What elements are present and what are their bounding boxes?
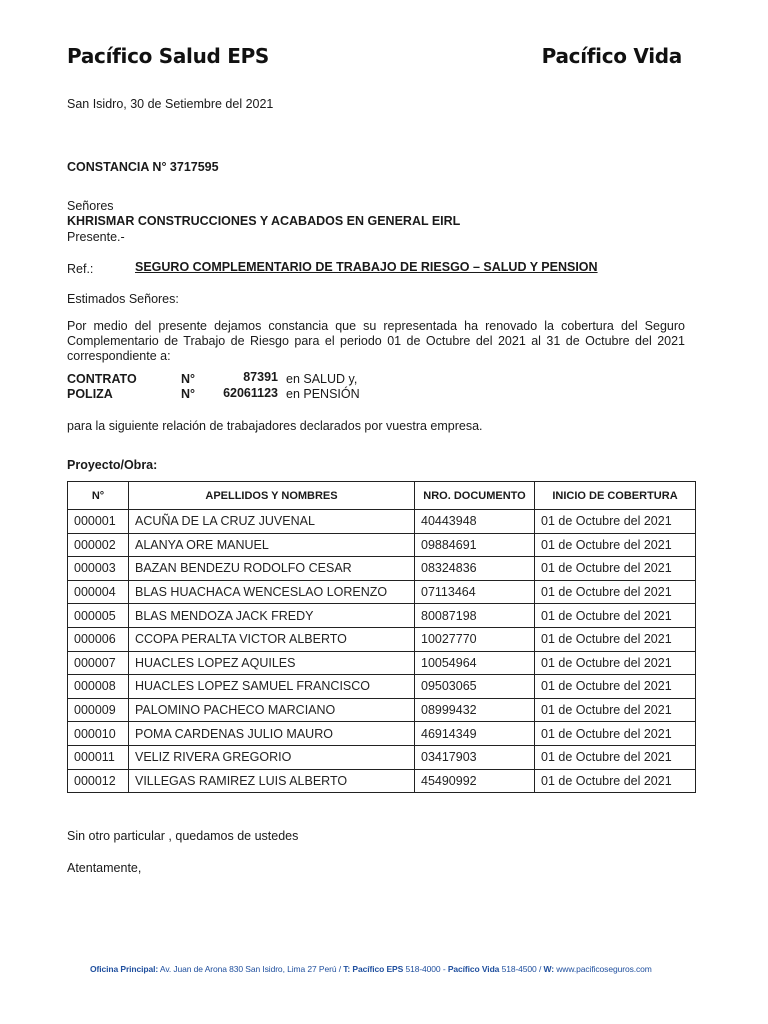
body-line-3: correspondiente a: <box>67 349 171 363</box>
row-coverage: 01 de Octubre del 2021 <box>535 769 696 793</box>
row-number: 000002 <box>68 533 129 557</box>
row-name: HUACLES LOPEZ SAMUEL FRANCISCO <box>129 675 415 699</box>
contract-suffix: en SALUD y, <box>286 372 358 386</box>
row-name: BLAS MENDOZA JACK FREDY <box>129 604 415 628</box>
greeting: Estimados Señores: <box>67 292 179 306</box>
row-document: 10027770 <box>415 627 535 651</box>
row-name: CCOPA PERALTA VICTOR ALBERTO <box>129 627 415 651</box>
row-document: 09503065 <box>415 675 535 699</box>
row-name: HUACLES LOPEZ AQUILES <box>129 651 415 675</box>
row-coverage: 01 de Octubre del 2021 <box>535 510 696 534</box>
row-name: VELIZ RIVERA GREGORIO <box>129 745 415 769</box>
footer-separator: / <box>538 964 542 974</box>
row-number: 000001 <box>68 510 129 534</box>
table-row <box>68 675 696 699</box>
table-row <box>68 557 696 581</box>
footer-office-label: Oficina Principal: <box>90 964 159 974</box>
footer-tel-eps: 518-4000 <box>405 964 441 974</box>
header-number: N° <box>68 482 129 510</box>
constancia-number: CONSTANCIA N° 3717595 <box>67 160 219 174</box>
ref-label: Ref.: <box>67 262 94 276</box>
brand-right-logo: Pacífico Vida <box>541 44 682 68</box>
row-number: 000006 <box>68 627 129 651</box>
date-line: San Isidro, 30 de Setiembre del 2021 <box>67 97 274 111</box>
row-name: BAZAN BENDEZU RODOLFO CESAR <box>129 557 415 581</box>
row-name: BLAS HUACHACA WENCESLAO LORENZO <box>129 580 415 604</box>
row-name: VILLEGAS RAMIREZ LUIS ALBERTO <box>129 769 415 793</box>
salutation-label: Señores <box>67 199 114 213</box>
row-document: 46914349 <box>415 722 535 746</box>
header-coverage-start: INICIO DE COBERTURA <box>535 482 696 510</box>
footer-tel-label: T: Pacífico EPS <box>343 964 404 974</box>
footer-web-label: W: <box>543 964 554 974</box>
row-document: 07113464 <box>415 580 535 604</box>
table-row <box>68 604 696 628</box>
row-name: PALOMINO PACHECO MARCIANO <box>129 698 415 722</box>
row-number: 000005 <box>68 604 129 628</box>
header-names: APELLIDOS Y NOMBRES <box>129 482 415 510</box>
table-row <box>68 533 696 557</box>
row-coverage: 01 de Octubre del 2021 <box>535 533 696 557</box>
row-coverage: 01 de Octubre del 2021 <box>535 722 696 746</box>
footer-vida-label: Pacífico Vida <box>447 964 500 974</box>
row-coverage: 01 de Octubre del 2021 <box>535 675 696 699</box>
table-header-row <box>68 482 696 510</box>
row-number: 000003 <box>68 557 129 581</box>
row-coverage: 01 de Octubre del 2021 <box>535 745 696 769</box>
row-coverage: 01 de Octubre del 2021 <box>535 698 696 722</box>
table-row <box>68 698 696 722</box>
row-document: 08999432 <box>415 698 535 722</box>
table-row <box>68 769 696 793</box>
signoff-line: Atentamente, <box>67 861 142 875</box>
table-row <box>68 627 696 651</box>
contract-n-label: N° <box>181 372 196 386</box>
table-row <box>68 722 696 746</box>
contract-number: 87391 <box>243 370 278 384</box>
table-row <box>68 745 696 769</box>
body-line-2: Complementario de Trabajo de Riesgo para el periodo 01 de Octubre del 2021 al 31 de Octubre del 2021 <box>67 334 685 348</box>
footer-office-address: Av. Juan de Arona 830 San Isidro, Lima 27 Perú <box>159 964 337 974</box>
project-label: Proyecto/Obra: <box>67 458 158 472</box>
policy-number: 62061123 <box>223 386 278 400</box>
body-paragraph <box>67 319 685 364</box>
row-document: 09884691 <box>415 533 535 557</box>
ref-subject: SEGURO COMPLEMENTARIO DE TRABAJO DE RIESGO – SALUD Y PENSION <box>135 260 598 274</box>
row-coverage: 01 de Octubre del 2021 <box>535 557 696 581</box>
closing-line: Sin otro particular , quedamos de ustedes <box>67 829 299 843</box>
row-name: ACUÑA DE LA CRUZ JUVENAL <box>129 510 415 534</box>
row-number: 000010 <box>68 722 129 746</box>
body-line-1: Por medio del presente dejamos constancia que su representada ha renovado la cobertura del Seguro <box>67 319 685 333</box>
row-number: 000008 <box>68 675 129 699</box>
row-number: 000011 <box>68 745 129 769</box>
row-coverage: 01 de Octubre del 2021 <box>535 627 696 651</box>
row-name: POMA CARDENAS JULIO MAURO <box>129 722 415 746</box>
row-coverage: 01 de Octubre del 2021 <box>535 580 696 604</box>
table-row <box>68 651 696 675</box>
row-number: 000007 <box>68 651 129 675</box>
footer-tel-vida: 518-4500 <box>501 964 537 974</box>
company-name: KHRISMAR CONSTRUCCIONES Y ACABADOS EN GENERAL EIRL <box>67 214 461 228</box>
row-number: 000009 <box>68 698 129 722</box>
row-name: ALANYA ORE MANUEL <box>129 533 415 557</box>
row-number: 000004 <box>68 580 129 604</box>
row-number: 000012 <box>68 769 129 793</box>
policy-suffix: en PENSIÓN <box>286 387 360 401</box>
row-coverage: 01 de Octubre del 2021 <box>535 651 696 675</box>
header-document: NRO. DOCUMENTO <box>415 482 535 510</box>
footer-contact <box>90 964 652 974</box>
workers-table <box>67 481 696 793</box>
contract-label: CONTRATO <box>67 372 137 386</box>
row-document: 45490992 <box>415 769 535 793</box>
row-document: 10054964 <box>415 651 535 675</box>
footer-dash: - <box>442 964 446 974</box>
row-document: 40443948 <box>415 510 535 534</box>
row-document: 03417903 <box>415 745 535 769</box>
footer-website-link[interactable]: www.pacificoseguros.com <box>556 964 652 974</box>
policy-label: POLIZA <box>67 387 113 401</box>
row-document: 80087198 <box>415 604 535 628</box>
footer-separator: / <box>338 964 341 974</box>
relation-line: para la siguiente relación de trabajadores declarados por vuestra empresa. <box>67 419 483 433</box>
brand-left-logo: Pacífico Salud EPS <box>67 44 270 68</box>
presente-label: Presente.- <box>67 230 125 244</box>
table-row <box>68 510 696 534</box>
policy-n-label: N° <box>181 387 196 401</box>
row-document: 08324836 <box>415 557 535 581</box>
row-coverage: 01 de Octubre del 2021 <box>535 604 696 628</box>
table-row <box>68 580 696 604</box>
